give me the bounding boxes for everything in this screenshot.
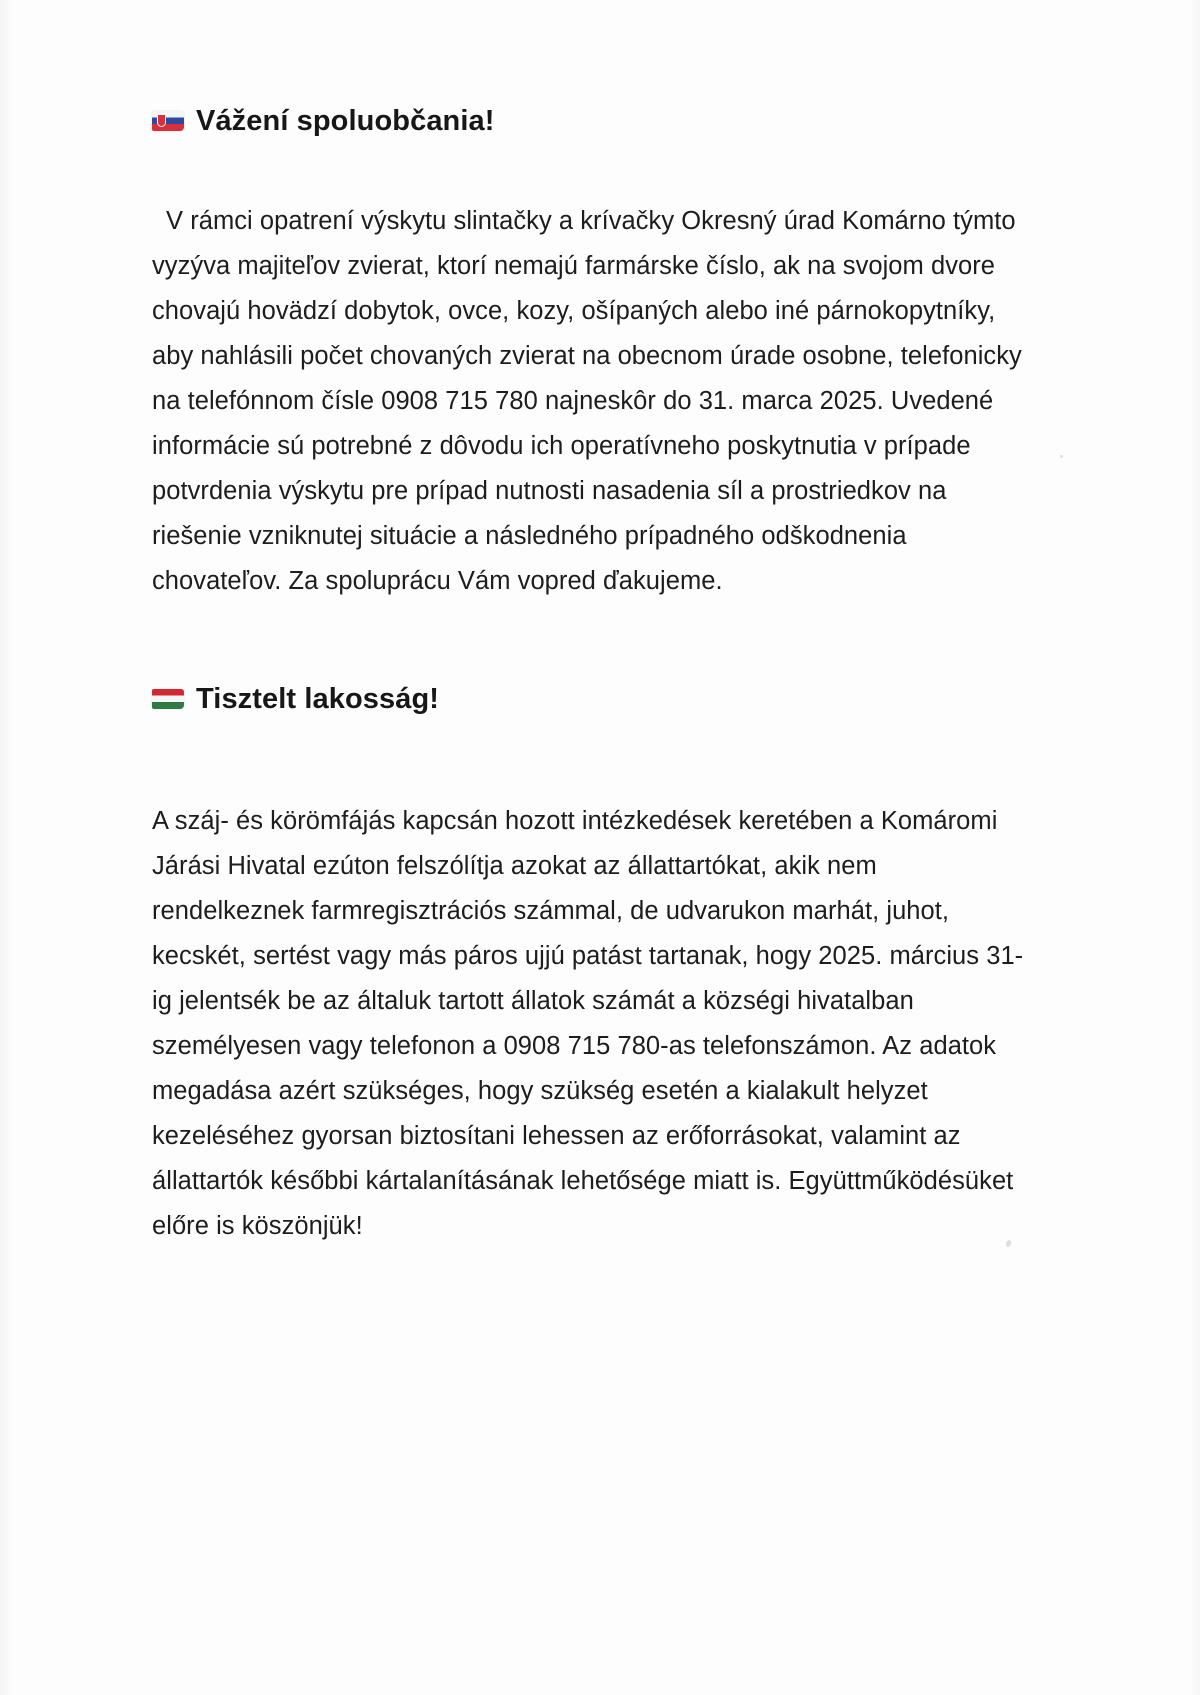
body-slovak: V rámci opatrení výskytu slintačky a krívačky Okresný úrad Komárno týmto vyzýva majiteľov zvierat, ktorí nemajú farmárske číslo, ak na svojom dvore chovajú hovädzí dobytok, ovce, kozy, ošípaných alebo iné párnokopytníky, aby nahlásili počet chovaných zvierat na obecnom úrade osobne, telefonicky na telefónnom čísle 0908 715 780 najneskôr do 31. marca 2025. Uvedené informácie sú potrebné z dôvodu ich operatívneho poskytnutia v prípade potvrdenia výskytu pre prípad nutnosti nasadenia síl a prostriedkov na riešenie vzniknutej situácie a následného prípadného odškodnenia chovateľov. Za spoluprácu Vám vopred ďakujeme. (152, 206, 1022, 595)
heading-hungarian-text: Tisztelt lakosság! (196, 682, 440, 715)
scan-artifact (1060, 455, 1063, 458)
slovak-flag-icon (152, 111, 184, 131)
heading-slovak-text: Vážení spoluobčania! (196, 105, 495, 137)
notice-section-slovak (152, 104, 1032, 604)
notice-section-hungarian (152, 682, 1032, 1249)
heading-slovak (152, 104, 1032, 139)
body-hungarian: A száj- és körömfájás kapcsán hozott intézkedések keretében a Komáromi Járási Hivatal ezúton felszólítja azokat az állattartókat, akik nem rendelkeznek farmregisztrációs számmal, de udvarukon marhát, juhot, kecskét, sertést vagy más páros ujjú patást tartanak, hogy 2025. március 31-ig jelentsék be az általuk tartott állatok számát a községi hivatalban személyesen vagy telefonon a 0908 715 780-as telefonszámon. Az adatok megadása azért szükséges, hogy szükség esetén a kialakult helyzet kezeléséhez gyorsan biztosítani lehessen az erőforrásokat, valamint az állattartók későbbi kártalanításának lehetősége miatt is. Együttműködésüket előre is köszönjük! (152, 806, 1024, 1240)
document-content (152, 104, 1032, 1274)
heading-hungarian (152, 682, 1032, 717)
hungarian-flag-icon (152, 689, 184, 709)
